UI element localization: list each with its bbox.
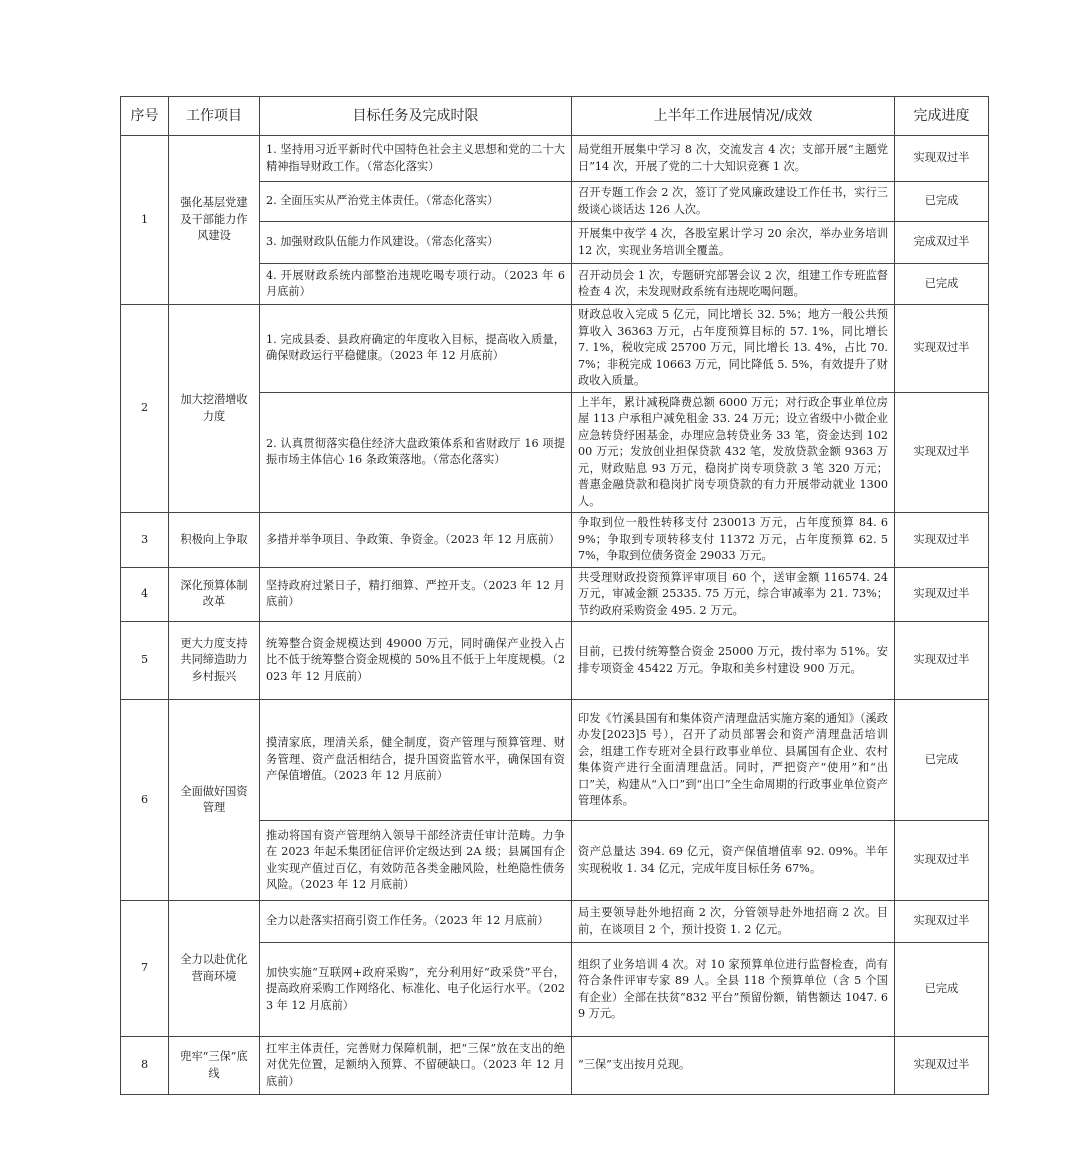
cell-task: 2. 认真贯彻落实稳住经济大盘政策体系和省财政厅 16 项提振市场主体信心 16 条政策落地。（常态化落实） [260,392,572,513]
cell-progress: 目前，已拨付统筹整合资金 25000 万元，拨付率为 51%。安排专项资金 45422 万元。争取和美乡村建设 900 万元。 [572,622,895,700]
header-progress: 上半年工作进展情况/成效 [572,97,895,136]
cell-progress: 开展集中夜学 4 次，各股室累计学习 20 余次，举办业务培训 12 次，实现业务培训全覆盖。 [572,222,895,264]
cell-task: 多措并举争项目、争政策、争资金。（2023 年 12 月底前） [260,513,572,568]
table-row [121,901,989,943]
cell-task: 推动将国有资产管理纳入领导干部经济责任审计范畴。力争在 2023 年起禾集团征信评价定级达到 2A 级；县属国有企业实现产值过百亿，有效防范各类金融风险，杜绝隐性债务风险。（2023 年 12 月底前） [260,821,572,901]
table-row [121,1037,989,1095]
work-progress-table [120,96,989,1095]
cell-status: 实现双过半 [895,567,989,622]
table-row [121,700,989,821]
cell-status: 已完成 [895,182,989,222]
table-body [121,136,989,1095]
cell-task: 1. 完成县委、县政府确定的年度收入目标，提高收入质量，确保财政运行平稳健康。（2023 年 12 月底前） [260,305,572,393]
cell-status: 已完成 [895,700,989,821]
cell-project: 全面做好国资管理 [169,700,260,901]
cell-task: 4. 开展财政系统内部整治违规吃喝专项行动。（2023 年 6 月底前） [260,264,572,305]
cell-seq: 2 [121,305,169,513]
cell-progress: 组织了业务培训 4 次。对 10 家预算单位进行监督检查，尚有符合条件评审专家 89 人。全县 118 个预算单位（含 5 个国有企业）全部在扶贫“832 平台”预留份额，销售额达 1047. 69 万元。 [572,943,895,1037]
header-task: 目标任务及完成时限 [260,97,572,136]
table-row [121,513,989,568]
cell-status: 实现双过半 [895,305,989,393]
header-seq: 序号 [121,97,169,136]
cell-task: 坚持政府过紧日子，精打细算、严控开支。（2023 年 12 月底前） [260,567,572,622]
cell-progress: 印发《竹溪县国有和集体资产清理盘活实施方案的通知》（溪政办发[2023]5 号），召开了动员部署会和资产清理盘活培训会，组建工作专班对全县行政事业单位、县属国有企业、农村集体资产进行全面清理盘活。同时，严把资产“使用”和“出口”关，构建从“入口”到“出口”全生命周期的行政事业单位资产管理体系。 [572,700,895,821]
table-row [121,567,989,622]
cell-progress: 局主要领导赴外地招商 2 次，分管领导赴外地招商 2 次。目前，在谈项目 2 个，预计投资 1. 2 亿元。 [572,901,895,943]
cell-seq: 5 [121,622,169,700]
cell-status: 实现双过半 [895,622,989,700]
cell-project: 兜牢“三保”底线 [169,1037,260,1095]
cell-seq: 4 [121,567,169,622]
cell-task: 1. 坚持用习近平新时代中国特色社会主义思想和党的二十大精神指导财政工作。（常态化落实） [260,136,572,182]
cell-status: 完成双过半 [895,222,989,264]
cell-status: 实现双过半 [895,1037,989,1095]
cell-project: 深化预算体制改革 [169,567,260,622]
header-project: 工作项目 [169,97,260,136]
table-header-row [121,97,989,136]
cell-project: 积极向上争取 [169,513,260,568]
cell-task: 全力以赴落实招商引资工作任务。（2023 年 12 月底前） [260,901,572,943]
cell-status: 实现双过半 [895,513,989,568]
cell-project: 加大挖潜增收力度 [169,305,260,513]
cell-seq: 6 [121,700,169,901]
cell-status: 实现双过半 [895,901,989,943]
cell-progress: 资产总量达 394. 69 亿元，资产保值增值率 92. 09%。半年实现税收 1. 34 亿元，完成年度目标任务 67%。 [572,821,895,901]
cell-status: 实现双过半 [895,136,989,182]
cell-task: 2. 全面压实从严治党主体责任。（常态化落实） [260,182,572,222]
cell-status: 已完成 [895,943,989,1037]
cell-progress: 共受理财政投资预算评审项目 60 个，送审金额 116574. 24 万元，审减金额 25335. 75 万元，综合审减率为 21. 73%；节约政府采购资金 495. 2 万元。 [572,567,895,622]
cell-progress: 争取到位一般性转移支付 230013 万元，占年度预算 84. 69%；争取到专项转移支付 11372 万元，占年度预算 62. 57%，争取到位债务资金 29033 万元。 [572,513,895,568]
cell-status: 实现双过半 [895,392,989,513]
cell-seq: 3 [121,513,169,568]
cell-progress: 财政总收入完成 5 亿元，同比增长 32. 5%；地方一般公共预算收入 36363 万元，占年度预算目标的 57. 1%，同比增长 7. 1%，税收完成 25700 万元，同比增长 13. 4%，占比 70. 7%；非税完成 10663 万元，同比降低 5. 5%，有效提升了财政收入质量。 [572,305,895,393]
cell-task: 统筹整合资金规模达到 49000 万元，同时确保产业投入占比不低于统筹整合资金规模的 50%且不低于上年度规模。（2023 年 12 月底前） [260,622,572,700]
cell-progress: “三保”支出按月兑现。 [572,1037,895,1095]
cell-task: 摸清家底，理清关系，健全制度，资产管理与预算管理、财务管理、资产盘活相结合，提升国资监管水平，确保国有资产保值增值。（2023 年 12 月底前） [260,700,572,821]
cell-seq: 8 [121,1037,169,1095]
cell-progress: 局党组开展集中学习 8 次，交流发言 4 次；支部开展“主题党日”14 次，开展了党的二十大知识竞赛 1 次。 [572,136,895,182]
table-row [121,622,989,700]
cell-seq: 1 [121,136,169,305]
table-row [121,305,989,393]
cell-project: 强化基层党建及干部能力作风建设 [169,136,260,305]
cell-status: 实现双过半 [895,821,989,901]
header-status: 完成进度 [895,97,989,136]
cell-seq: 7 [121,901,169,1037]
cell-progress: 上半年，累计减税降费总额 6000 万元；对行政企事业单位房屋 113 户承租户减免租金 33. 24 万元；设立省级中小微企业应急转贷纾困基金，办理应急转贷业务 33 笔，资金达到 10200 万元；发放创业担保贷款 432 笔，发放贷款金额 9363 万元，财政贴息 93 万元，稳岗扩岗专项贷款 3 笔 320 万元；普惠金融贷款和稳岗扩岗专项贷款的有力开展带动就业 1300 人。 [572,392,895,513]
cell-task: 3. 加强财政队伍能力作风建设。（常态化落实） [260,222,572,264]
table-row [121,136,989,182]
cell-task: 加快实施“互联网+政府采购”，充分利用好“政采贷”平台，提高政府采购工作网络化、标准化、电子化运行水平。（2023 年 12 月底前） [260,943,572,1037]
cell-project: 更大力度支持共同缔造助力乡村振兴 [169,622,260,700]
cell-progress: 召开动员会 1 次，专题研究部署会议 2 次，组建工作专班监督检查 4 次，未发现财政系统有违规吃喝问题。 [572,264,895,305]
cell-status: 已完成 [895,264,989,305]
cell-task: 扛牢主体责任，完善财力保障机制，把“三保”放在支出的绝对优先位置，足额纳入预算、不留硬缺口。（2023 年 12 月底前） [260,1037,572,1095]
cell-project: 全力以赴优化营商环境 [169,901,260,1037]
cell-progress: 召开专题工作会 2 次，签订了党风廉政建设工作任书，实行三级谈心谈话达 126 人次。 [572,182,895,222]
